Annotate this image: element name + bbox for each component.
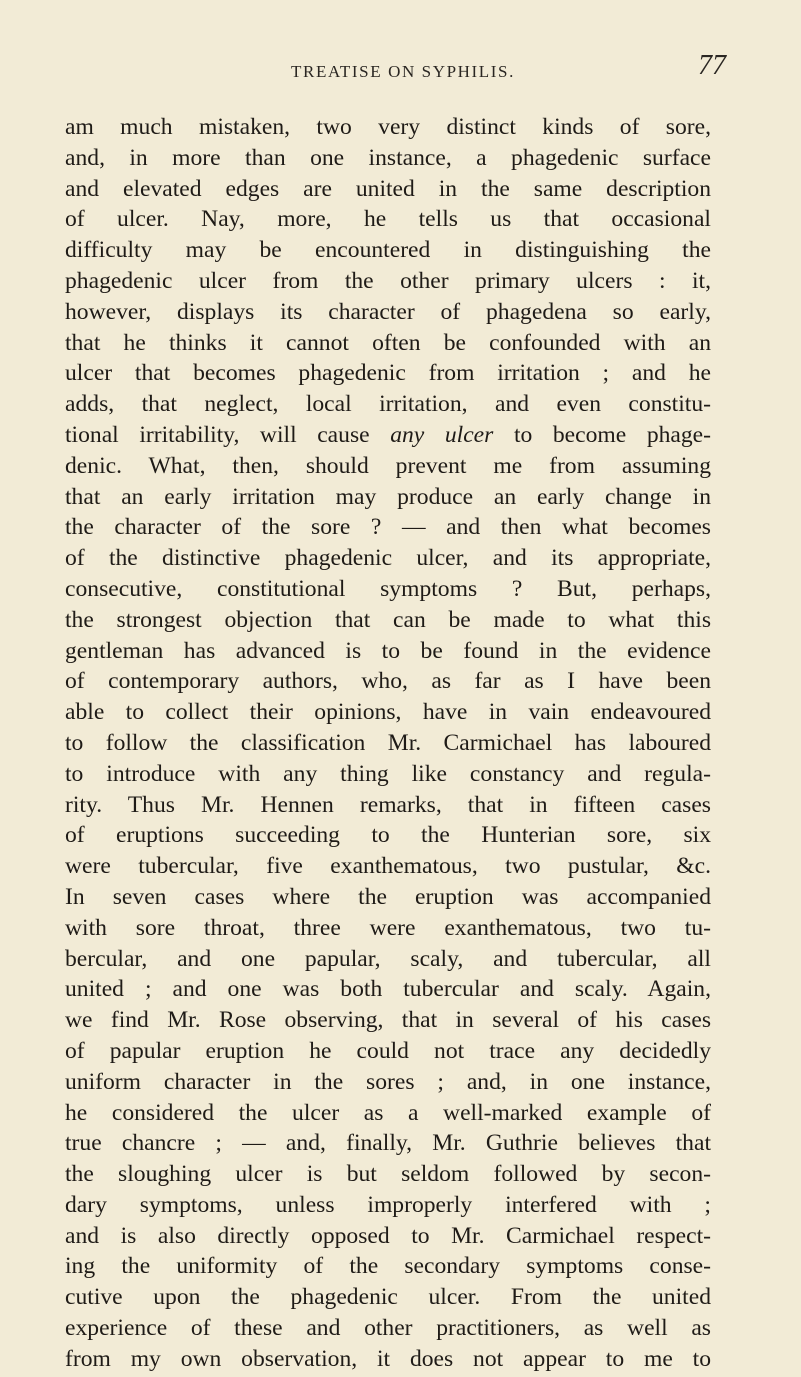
text-line: In seven cases where the eruption was accompanied: [65, 883, 711, 910]
text-line: to introduce with any thing like constancy and regula-: [65, 760, 711, 787]
text-line: of eruptions succeeding to the Hunterian sore, six: [65, 822, 711, 849]
text-line: able to collect their opinions, have in vain endeavoured: [65, 699, 711, 726]
text-line: with sore throat, three were exanthematous, two tu-: [65, 914, 711, 941]
text-line: and, in more than one instance, a phagedenic surface: [65, 144, 711, 171]
text-line: of the distinctive phagedenic ulcer, and its appropriate,: [65, 545, 711, 572]
text-line: true chancre ; — and, finally, Mr. Guthrie believes that: [65, 1130, 711, 1157]
text-line: and elevated edges are united in the same description: [65, 175, 711, 202]
text-line: rity. Thus Mr. Hennen remarks, that in fifteen cases: [65, 791, 711, 818]
text-line: the sloughing ulcer is but seldom followed by secon-: [65, 1161, 711, 1188]
text-line: am much mistaken, two very distinct kinds of sore,: [65, 114, 711, 140]
text-line: to follow the classification Mr. Carmichael has laboured: [65, 729, 711, 756]
page-header: [0, 50, 801, 90]
running-title: TREATISE ON SYPHILIS.: [291, 62, 515, 81]
text-line: however, displays its character of phagedena so early,: [65, 298, 711, 325]
text-line: cutive upon the phagedenic ulcer. From the united: [65, 1284, 711, 1311]
text-line: experience of these and other practitioners, as well as: [65, 1315, 711, 1342]
text-line: of contemporary authors, who, as far as I have been: [65, 668, 711, 695]
text-line: consecutive, constitutional symptoms ? But, perhaps,: [65, 575, 711, 602]
text-segment: to become phage-: [513, 421, 712, 448]
text-line: denic. What, then, should prevent me from assuming: [65, 452, 711, 479]
text-line: uniform character in the sores ; and, in one instance,: [65, 1068, 711, 1095]
text-segment: tional irritability, will cause: [65, 421, 370, 448]
text-line: the character of the sore ? — and then what becomes: [65, 514, 711, 541]
page-number: 77: [698, 50, 726, 81]
text-line: were tubercular, five exanthematous, two pustular, &c.: [65, 853, 711, 880]
text-line: that he thinks it cannot often be confounded with an: [65, 329, 711, 356]
text-line: phagedenic ulcer from the other primary ulcers : it,: [65, 267, 711, 294]
text-line: united ; and one was both tubercular and scaly. Again,: [65, 976, 711, 1003]
text-line: of ulcer. Nay, more, he tells us that occasional: [65, 206, 711, 233]
text-line: we find Mr. Rose observing, that in several of his cases: [65, 1007, 711, 1034]
text-line: gentleman has advanced is to be found in the evidence: [65, 637, 711, 664]
text-line: difficulty may be encountered in distinguishing the: [65, 237, 711, 264]
text-line: ulcer that becomes phagedenic from irritation ; and he: [65, 360, 711, 387]
text-line: from my own observation, it does not appear to me to: [65, 1345, 711, 1372]
text-line: that an early irritation may produce an early change in: [65, 483, 711, 510]
text-line: ing the uniformity of the secondary symptoms conse-: [65, 1253, 711, 1280]
text-line: dary symptoms, unless improperly interfered with ;: [65, 1191, 711, 1218]
text-line: bercular, and one papular, scaly, and tubercular, all: [65, 945, 711, 972]
text-line: adds, that neglect, local irritation, and even constitu-: [65, 391, 711, 418]
body-text: [65, 112, 711, 1375]
italic-phrase: any ulcer: [390, 421, 494, 448]
text-line: the strongest objection that can be made to what this: [65, 606, 711, 633]
text-line: of papular eruption he could not trace any decidedly: [65, 1037, 711, 1064]
text-line: he considered the ulcer as a well-marked example of: [65, 1099, 711, 1126]
text-line-with-italic: [65, 420, 711, 451]
text-line: and is also directly opposed to Mr. Carmichael respect-: [65, 1222, 711, 1249]
